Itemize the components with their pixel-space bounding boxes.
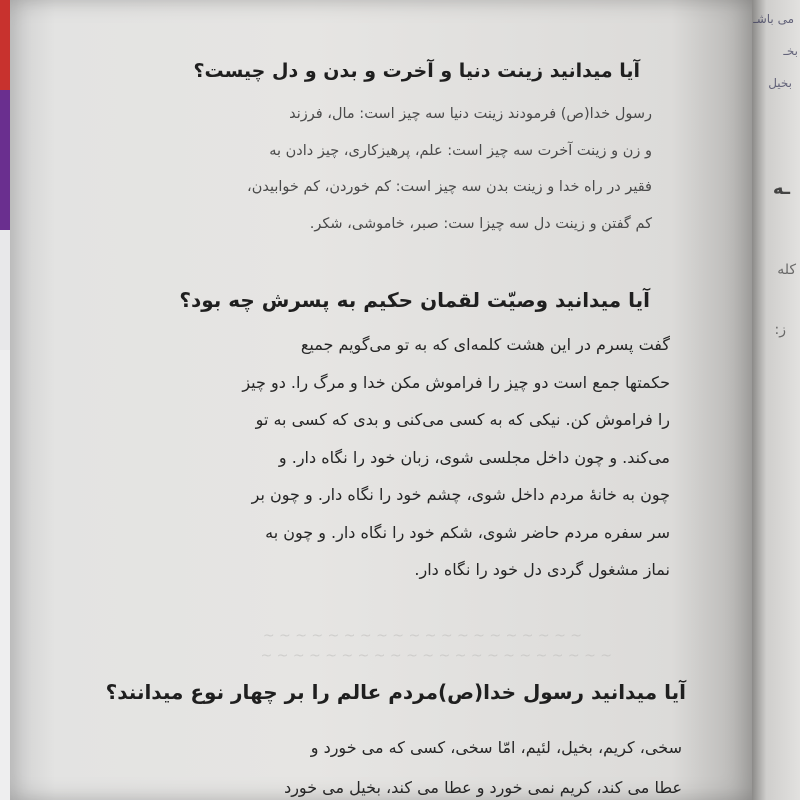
text-line: می‌کند. و چون داخل مجلسی شوی، زبان خود را نگاه دار. و — [278, 447, 670, 467]
heading-four-types: آیا میدانید رسول خدا(ص)مردم عالم را بر چهار نوع میدانند؟ — [105, 680, 686, 704]
adjacent-page-fragment: می باشـ — [753, 12, 794, 26]
paragraph-luqman — [46, 326, 670, 589]
paragraph-four-types — [42, 728, 682, 800]
book-page — [10, 0, 762, 800]
adjacent-page-fragment: کله — [777, 262, 796, 278]
adjacent-page-fragment: بخـ — [783, 44, 798, 58]
paragraph-ornaments — [62, 96, 652, 242]
bleed-through-text: ~ ~ ~ ~ ~ ~ ~ ~ ~ ~ ~ ~ ~ ~ ~ ~ ~ ~ ~ ~ ~ ~ — [260, 648, 612, 664]
adjacent-page-fragment: ـه — [772, 178, 790, 199]
text-line: رسول خدا(ص) فرمودند زینت دنیا سه چیز است: مال، فرزند — [289, 106, 652, 122]
text-line: نماز مشغول گردی دل خود را نگاه دار. — [414, 560, 670, 579]
text-line: فقیر در راه خدا و زینت بدن سه چیز است: کم خوردن، کم خوابیدن، — [247, 179, 652, 195]
text-line: چون به خانهٔ مردم داخل شوی، چشم خود را نگاه دار. و چون بر — [251, 485, 670, 504]
text-line: را فراموش کن. نیکی که به کسی می‌کنی و بدی که کسی به تو — [255, 410, 670, 429]
adjacent-page-fragment: ز: — [774, 322, 786, 338]
text-line: حکمتها جمع است دو چیز را فراموش مکن خدا و مرگ را. دو چیز — [242, 372, 670, 392]
heading-ornaments-of-world: آیا میدانید زینت دنیا و آخرت و بدن و دل چیست؟ — [193, 60, 640, 82]
text-line: گفت پسرم در این هشت کلمه‌ای که به تو می‌گویم جمیع — [300, 335, 670, 354]
adjacent-page-edge — [752, 0, 800, 800]
text-line: سر سفره مردم حاضر شوی، شکم خود را نگاه دار. و چون به — [265, 522, 670, 542]
text-line: کم گفتن و زینت دل سه چیزا ست: صبر، خاموشی، شکر. — [309, 215, 652, 232]
text-line: و زن و زینت آخرت سه چیز است: علم، پرهیزکاری، چیز دادن به — [269, 142, 652, 159]
adjacent-page-fragment: بخيل — [768, 76, 792, 90]
text-line: عطا می کند، کریم نمی خورد و عطا می کند، بخیل می خورد — [284, 778, 682, 797]
heading-luqman-advice: آیا میدانید وصیّت لقمان حکیم به پسرش چه بود؟ — [179, 288, 650, 312]
bleed-through-text: ~ ~ ~ ~ ~ ~ ~ ~ ~ ~ ~ ~ ~ ~ ~ ~ ~ ~ ~ ~ — [262, 628, 582, 644]
text-line: سخی، کریم، بخیل، لئیم، امّا سخی، کسی که می خورد و — [310, 738, 682, 757]
